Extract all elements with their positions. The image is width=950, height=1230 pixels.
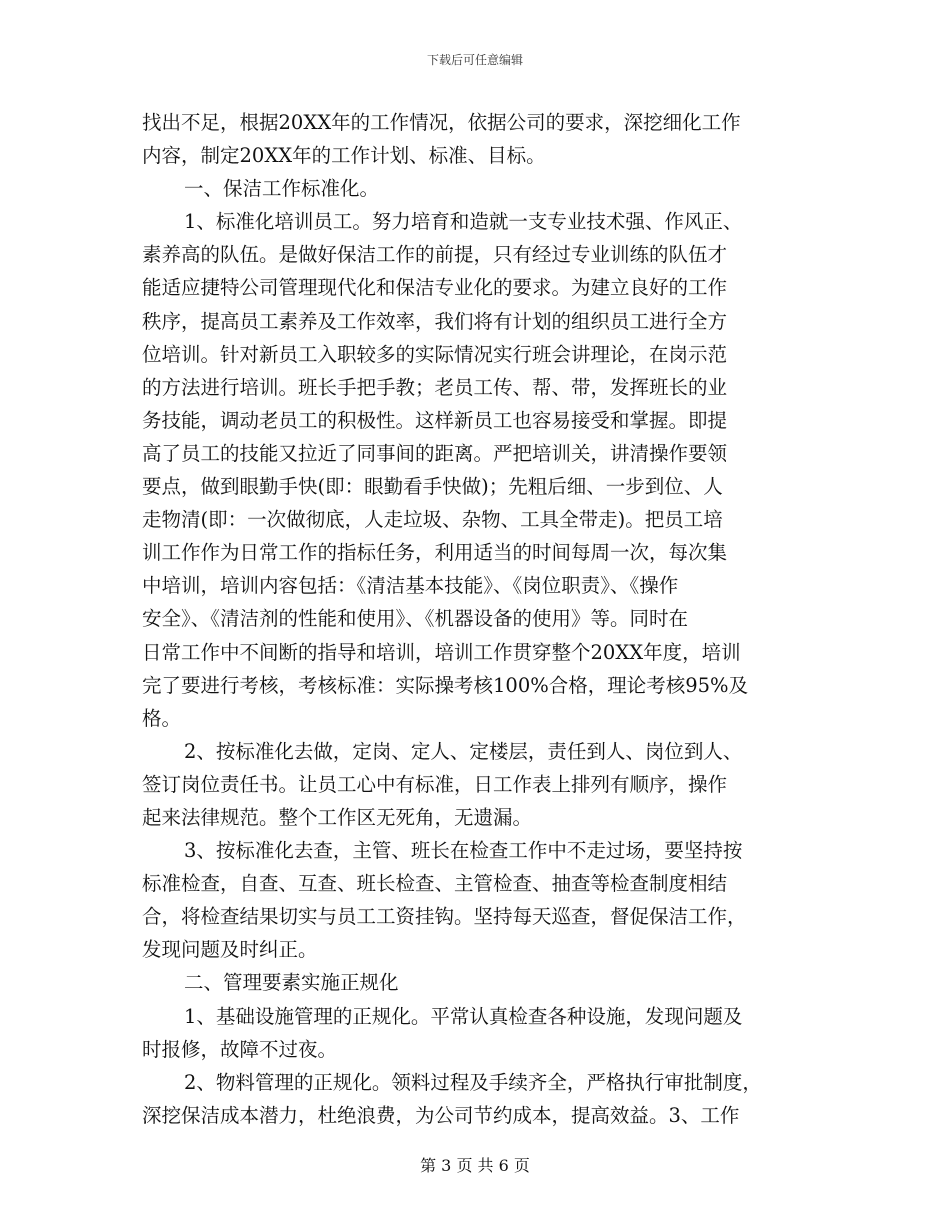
body-line: 素养高的队伍。是做好保洁工作的前提，只有经过专业训练的队伍才 xyxy=(142,243,728,267)
body-line: 签订岗位责任书。让员工心中有标准，日工作表上排列有顺序，操作 xyxy=(142,772,728,796)
body-line: 务技能，调动老员工的积极性。这样新员工也容易接受和掌握。即提 xyxy=(142,408,728,432)
body-line: 格。 xyxy=(142,706,182,730)
body-line: 1、标准化培训员工。努力培育和造就一支专业技术强、作风正、 xyxy=(184,210,743,234)
body-line: 3、按标准化去查，主管、班长在检查工作中不走过场，要坚持按 xyxy=(184,839,743,863)
body-line: 内容，制定20XX年的工作计划、标准、目标。 xyxy=(142,144,546,168)
body-line: 1、基础设施管理的正规化。平常认真检查各种设施，发现问题及 xyxy=(184,1004,743,1028)
body-line: 能适应捷特公司管理现代化和保洁专业化的要求。为建立良好的工作 xyxy=(142,276,728,300)
page-number: 第 3 页 共 6 页 xyxy=(420,1156,530,1175)
body-line: 秩序，提高员工素养及工作效率，我们将有计划的组织员工进行全方 xyxy=(142,309,728,333)
body-line: 日常工作中不间断的指导和培训，培训工作贯穿整个20XX年度，培训 xyxy=(142,640,741,664)
page-header-note: 下载后可任意编辑 xyxy=(426,53,523,67)
body-line: 起来法律规范。整个工作区无死角，无遗漏。 xyxy=(142,805,533,829)
body-line: 训工作作为日常工作的指标任务，利用适当的时间每周一次，每次集 xyxy=(142,541,728,565)
body-line: 2、物料管理的正规化。领料过程及手续齐全，严格执行审批制度， xyxy=(184,1070,762,1094)
body-line: 找出不足，根据20XX年的工作情况，依据公司的要求，深挖细化工作 xyxy=(142,111,741,134)
body-line: 位培训。针对新员工入职较多的实际情况实行班会讲理论，在岗示范 xyxy=(142,342,728,366)
body-line: 要点，做到眼勤手快(即：眼勤看手快做)；先粗后细、一步到位、人 xyxy=(142,475,723,499)
body-line: 的方法进行培训。班长手把手教；老员工传、帮、带，发挥班长的业 xyxy=(142,375,728,399)
body-line: 完了要进行考核，考核标准：实际操考核100%合格，理论考核95%及 xyxy=(142,673,749,697)
body-line: 高了员工的技能又拉近了同事间的距离。严把培训关，讲清操作要领 xyxy=(142,441,728,465)
body-line: 发现问题及时纠正。 xyxy=(142,938,318,962)
body-line: 走物清(即：一次做彻底，人走垃圾、杂物、工具全带走)。把员工培 xyxy=(142,508,723,532)
body-line: 安全》、《清洁剂的性能和使用》、《机器设备的使用》等。同时在 xyxy=(142,607,689,631)
body-line: 中培训，培训内容包括：《清洁基本技能》、《岗位职责》、《操作 xyxy=(142,574,679,598)
section-heading: 二、管理要素实施正规化 xyxy=(184,971,399,995)
body-line: 合，将检查结果切实与员工工资挂钩。坚持每天巡查，督促保洁工作， xyxy=(142,905,747,929)
body-line: 深挖保洁成本潜力，杜绝浪费，为公司节约成本，提高效益。3、工作 xyxy=(142,1103,740,1127)
section-heading: 一、保洁工作标准化。 xyxy=(184,177,380,201)
document-body xyxy=(142,106,822,1132)
body-line: 时报修，故障不过夜。 xyxy=(142,1037,338,1061)
body-line: 2、按标准化去做，定岗、定人、定楼层，责任到人、岗位到人、 xyxy=(184,739,743,763)
body-line: 标准检查，自查、互查、班长检查、主管检查、抽查等检查制度相结 xyxy=(142,872,728,896)
